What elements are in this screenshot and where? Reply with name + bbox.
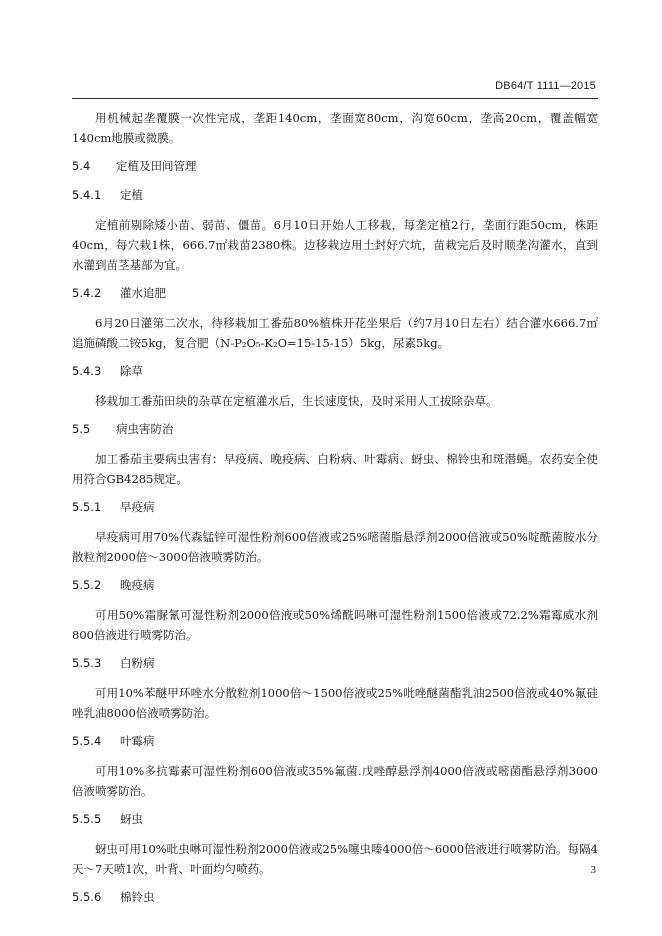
section-title: 早疫病 xyxy=(120,500,155,514)
section-heading xyxy=(72,732,598,750)
section-number: 5.5.2 xyxy=(72,578,102,592)
section-number: 5.4.2 xyxy=(72,286,102,300)
section-title: 灌水追肥 xyxy=(120,286,166,300)
section-heading xyxy=(72,810,598,828)
section-paragraph: 可用50%霜脲氰可湿性粉剂2000倍液或50%烯酰吗啉可湿性粉剂1500倍液或72.2%霜霉威水剂800倍液进行喷雾防治。 xyxy=(72,608,598,642)
section-paragraph: 加工番茄主要病虫害有：早疫病、晚疫病、白粉病、叶霉病、蚜虫、棉铃虫和斑潜蝇。农药安全使用符合GB4285规定。 xyxy=(72,452,598,486)
section-title: 白粉病 xyxy=(120,656,155,670)
header-rule xyxy=(72,98,598,99)
section-paragraph: 6月20日灌第二次水，待移栽加工番茄80%植株开花坐果后（约7月10日左右）结合灌水666.7㎡追施磷酸二铵5kg，复合肥（N-P₂O₅-K₂O=15-15-15）5kg，尿素5kg。 xyxy=(72,316,598,350)
section-heading xyxy=(72,654,598,672)
section-number: 5.5.5 xyxy=(72,812,102,826)
section-number: 5.5 xyxy=(72,422,91,436)
section-number: 5.4 xyxy=(72,159,91,173)
section-number: 5.5.6 xyxy=(72,890,102,904)
section-title: 除草 xyxy=(120,364,143,378)
section-heading xyxy=(72,186,598,204)
section-number: 5.5.1 xyxy=(72,500,102,514)
section-number: 5.4.1 xyxy=(72,188,102,202)
section-title: 定植及田间管理 xyxy=(116,159,197,173)
section-number: 5.5.3 xyxy=(72,656,102,670)
section-paragraph: 可用10%苯醚甲环唑水分散粒剂1000倍～1500倍液或25%吡唑醚菌酯乳油2500倍液或40%氟硅唑乳油8000倍液喷雾防治。 xyxy=(72,686,598,720)
section-heading xyxy=(72,888,598,906)
section-title: 叶霉病 xyxy=(120,734,155,748)
section-title: 蚜虫 xyxy=(120,812,143,826)
section-paragraph: 定植前剔除矮小苗、弱苗、僵苗。6月10日开始人工移栽，每垄定植2行，垄面行距50cm，株距40cm，每穴栽1株，666.7㎡栽苗2380株。边移栽边用土封好穴坑，苗栽完后及时顺垄沟灌水，直到水灌到苗茎基部为宜。 xyxy=(72,218,598,272)
section-heading xyxy=(72,576,598,594)
section-heading xyxy=(72,498,598,516)
section-number: 5.4.3 xyxy=(72,364,102,378)
section-heading xyxy=(72,284,598,302)
section-paragraph: 可用10%多抗霉素可湿性粉剂600倍液或35%氟菌.戊唑醇悬浮剂4000倍液或嘧菌酯悬浮剂3000倍液喷雾防治。 xyxy=(72,764,598,798)
document-code: DB64/T 1111—2015 xyxy=(495,80,596,92)
section-title: 棉铃虫 xyxy=(120,890,155,904)
section-title: 晚疫病 xyxy=(120,578,155,592)
page-number: 3 xyxy=(590,864,596,876)
section-heading xyxy=(72,362,598,380)
section-paragraph: 移栽加工番茄田块的杂草在定植灌水后，生长速度快，及时采用人工拔除杂草。 xyxy=(95,394,498,408)
section-paragraph: 早疫病可用70%代森锰锌可湿性粉剂600倍液或25%嘧菌脂悬浮剂2000倍液或50%啶酰菌胺水分散粒剂2000倍～3000倍液喷雾防治。 xyxy=(72,530,598,564)
section-heading xyxy=(72,420,598,438)
page-content xyxy=(72,108,598,917)
intro-paragraph: 用机械起垄覆膜一次性完成，垄距140cm，垄面宽80cm，沟宽60cm，垄高20cm，覆盖幅宽140cm地膜或微膜。 xyxy=(72,111,598,145)
section-title: 病虫害防治 xyxy=(116,422,174,436)
section-title: 定植 xyxy=(120,188,143,202)
section-paragraph: 蚜虫可用10%吡虫啉可湿性粉剂2000倍液或25%噻虫嗪4000倍～6000倍液进行喷雾防治。每隔4天～7天喷1次，叶背、叶面均匀喷药。 xyxy=(72,842,598,876)
section-heading xyxy=(72,157,598,175)
section-number: 5.5.4 xyxy=(72,734,102,748)
